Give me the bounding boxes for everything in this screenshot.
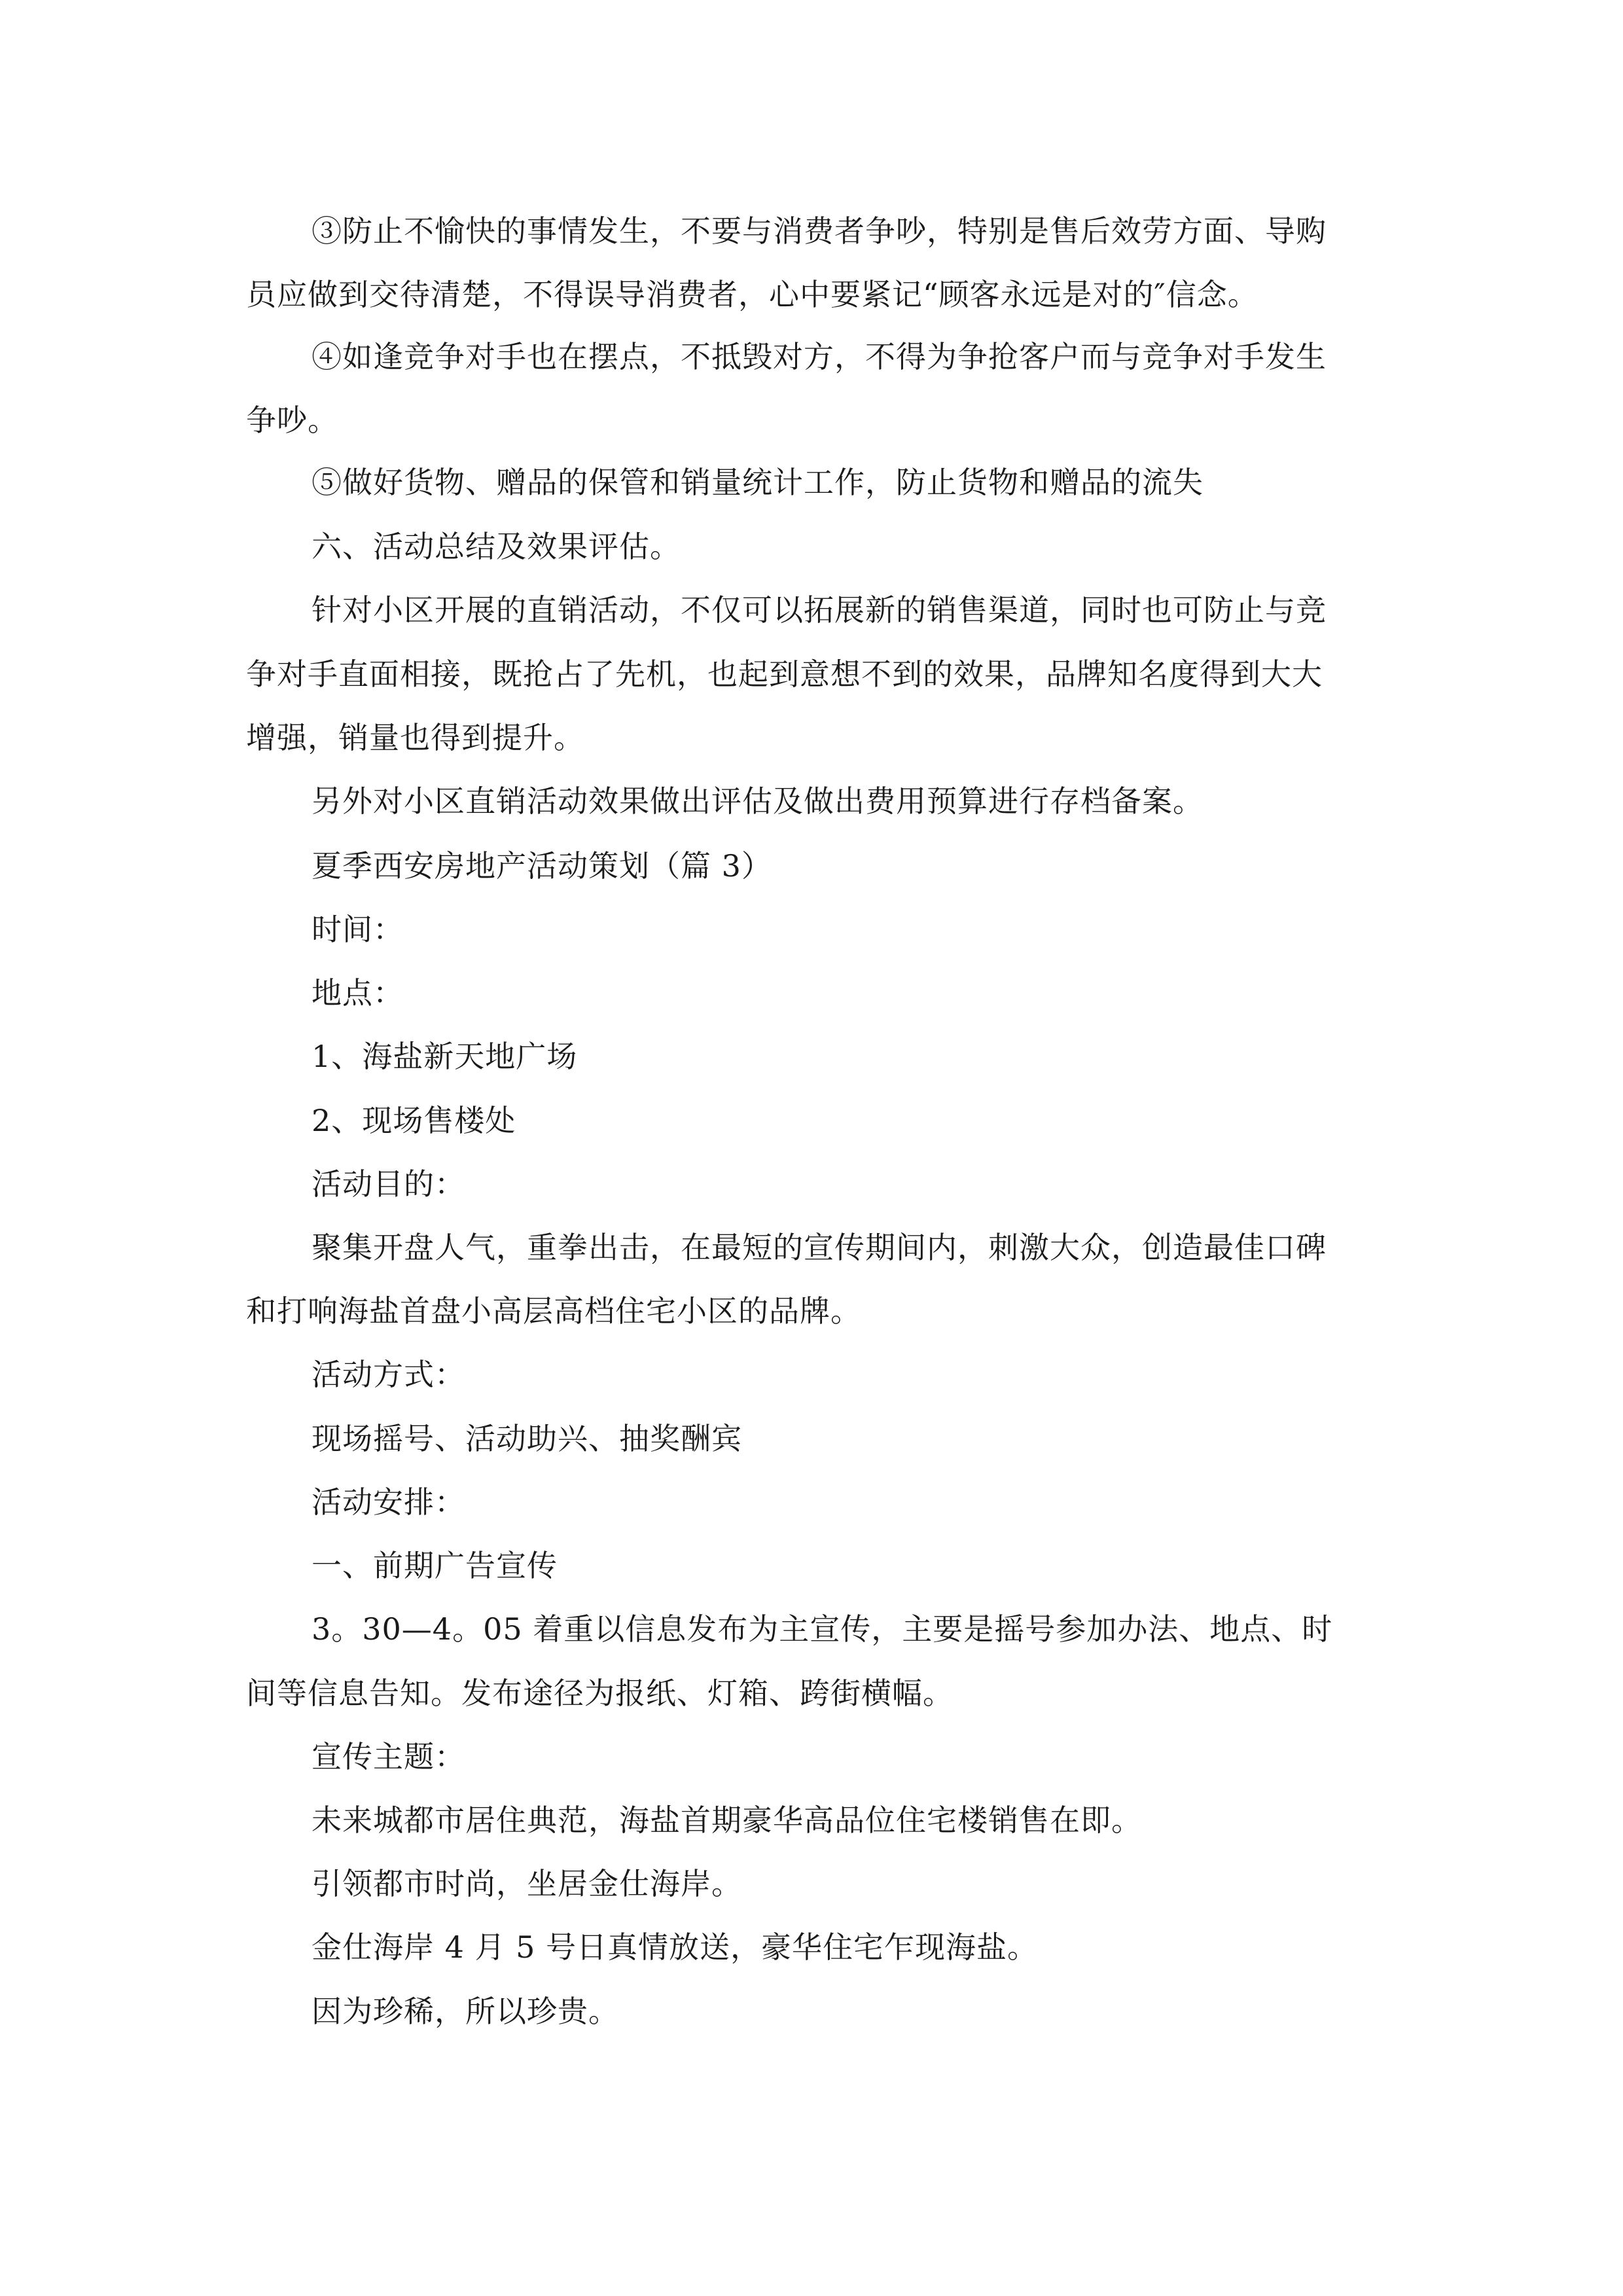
section-heading: 一、前期广告宣传 <box>312 1548 558 1583</box>
paragraph-line: 金仕海岸 4 月 5 号日真情放送，豪华住宅乍现海盐。 <box>312 1929 1039 1965</box>
paragraph-line: 员应做到交待清楚，不得误导消费者，心中要紧记“顾客永远是对的″信念。 <box>246 277 1258 312</box>
paragraph-line: 针对小区开展的直销活动，不仅可以拓展新的销售渠道，同时也可防止与竞 <box>312 592 1327 628</box>
label-time: 时间： <box>312 912 404 947</box>
paragraph-line: 争吵。 <box>246 403 338 438</box>
paragraph-line: 未来城都市居住典范，海盐首期豪华高品位住宅楼销售在即。 <box>312 1803 1142 1838</box>
paragraph-line: ③防止不愉快的事情发生，不要与消费者争吵，特别是售后效劳方面、导购 <box>312 213 1327 249</box>
paragraph-line: 争对手直面相接，既抢占了先机，也起到意想不到的效果，品牌知名度得到大大 <box>246 656 1323 692</box>
paragraph-line: 和打响海盐首盘小高层高档住宅小区的品牌。 <box>246 1293 861 1329</box>
paragraph-line: 间等信息告知。发布途径为报纸、灯箱、跨街横幅。 <box>246 1676 954 1711</box>
paragraph-line: 3。30—4。05 着重以信息发布为主宣传，主要是摇号参加办法、地点、时 <box>312 1611 1333 1647</box>
section-heading: 六、活动总结及效果评估。 <box>312 529 681 564</box>
paragraph-line: 聚集开盘人气，重拳出击，在最短的宣传期间内，刺激大众，创造最佳口碑 <box>312 1230 1327 1265</box>
paragraph-line: 现场摇号、活动助兴、抽奖酬宾 <box>312 1421 742 1456</box>
list-item: 2、现场售楼处 <box>312 1103 516 1138</box>
list-item: 1、海盐新天地广场 <box>312 1039 578 1074</box>
paragraph-line: 增强，销量也得到提升。 <box>246 720 584 755</box>
label-arrangement: 活动安排： <box>312 1484 465 1520</box>
label-theme: 宣传主题： <box>312 1739 465 1774</box>
label-location: 地点： <box>312 975 404 1011</box>
paragraph-line: 另外对小区直销活动效果做出评估及做出费用预算进行存档备案。 <box>312 783 1204 819</box>
paragraph-line: ⑤做好货物、赠品的保管和销量统计工作，防止货物和赠品的流失 <box>312 465 1204 500</box>
article-title: 夏季西安房地产活动策划（篇 3） <box>312 848 772 884</box>
paragraph-line: ④如逢竞争对手也在摆点，不抵毁对方，不得为争抢客户而与竞争对手发生 <box>312 339 1327 374</box>
paragraph-line: 因为珍稀，所以珍贵。 <box>312 1994 619 2029</box>
label-method: 活动方式： <box>312 1357 465 1392</box>
label-purpose: 活动目的： <box>312 1166 465 1202</box>
paragraph-line: 引领都市时尚，坐居金仕海岸。 <box>312 1866 742 1901</box>
